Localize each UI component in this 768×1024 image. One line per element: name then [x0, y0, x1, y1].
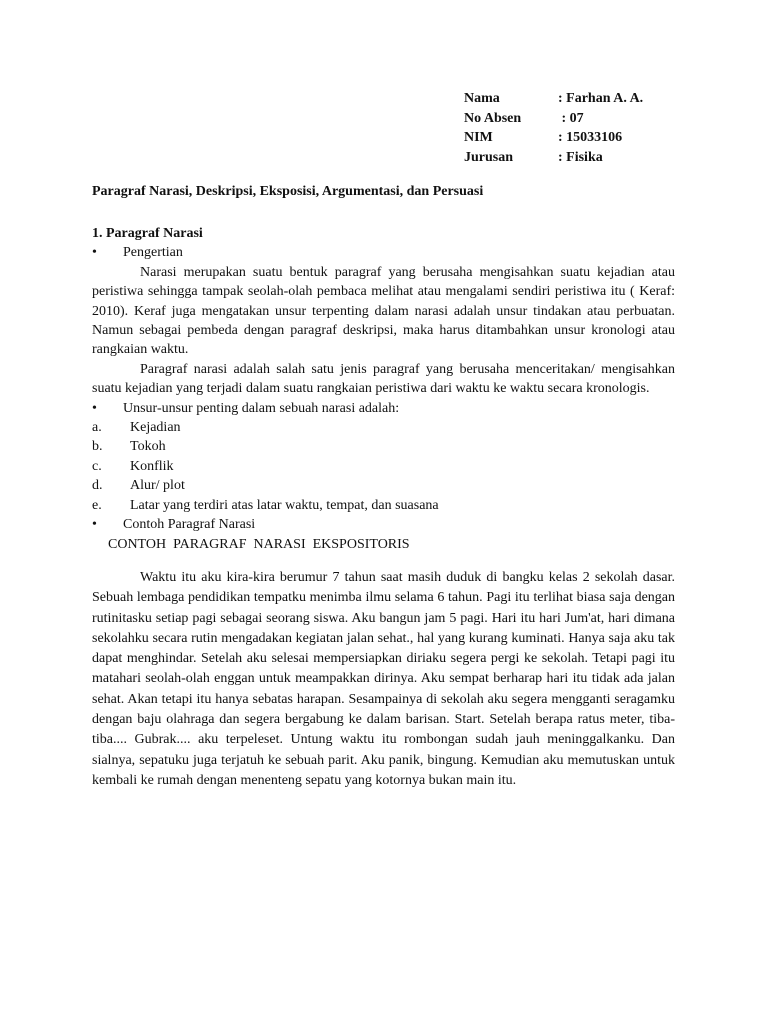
list-text: Kejadian: [130, 420, 181, 436]
bullet-contoh: • Contoh Paragraf Narasi: [92, 515, 675, 534]
info-value: : 07: [558, 110, 584, 126]
info-row-absen: [464, 109, 643, 129]
list-marker: a.: [92, 420, 102, 436]
list-item: [92, 457, 675, 476]
story-paragraph: Waktu itu aku kira-kira berumur 7 tahun saat masih duduk di bangku kelas 2 sekolah dasar. Sebuah lembaga pendidikan tempatku menimba ilmu selama 6 tahun. Pagi itu terlihat biasa saja dengan rutinitasku setiap pagi sebagai seorang siswa. Aku bangun jam 5 pagi. Hari itu hari Jum'at, hari dimana sekolahku secara rutin mengadakan kegiatan jalan sehat., hal yang kurang kuminati. Hanya saja aku tak dapat menghindar. Setelah aku selesai mempersiapkan diriaku segera pergi ke sekolah. Tetapi pagi itu matahari seolah-olah enggan untuk meampakkan dirinya. Aku sempat berharap hari itu tidak ada jalan sehat. Akan tetapi itu hanya sebatas harapan. Sesampainya di sekolah aku segera mengganti seragamku dengan baju olahraga dan segera bergabung ke dalam barisan. Start. Setelah berapa ratus meter, tiba-tiba.... Gubrak.... aku terpeleset. Untung waktu itu rombongan sudah jauh meninggalkanku. Dan sialnya, sepatuku juga terjatuh ke sebuah parit. Aku panik, bingung. Kemudian aku memutuskan untuk kembali ke rumah dengan menenteng sepatu yang kotornya bukan main itu.: [92, 569, 675, 788]
bullet-unsur: • Unsur-unsur penting dalam sebuah narasi adalah:: [92, 399, 675, 418]
info-value: : Farhan A. A.: [558, 91, 644, 106]
info-label: Jurusan: [464, 149, 514, 165]
info-row-nama: [464, 89, 643, 109]
info-label: NIM: [464, 130, 493, 145]
document-title: Paragraf Narasi, Deskripsi, Eksposisi, Argumentasi, dan Persuasi: [92, 184, 484, 199]
info-value: : 15033106: [558, 130, 623, 145]
document-body: [92, 224, 675, 791]
example-title: CONTOH PARAGRAF NARASI EKSPOSITORIS: [108, 536, 410, 552]
bullet-pengertian: • Pengertian: [92, 243, 675, 262]
list-marker: b.: [92, 439, 103, 455]
list-marker: e.: [92, 497, 102, 513]
list-text: Konflik: [130, 458, 174, 474]
list-text: Latar yang terdiri atas latar waktu, tempat, dan suasana: [130, 497, 439, 513]
list-marker: d.: [92, 478, 103, 494]
section-heading: 1. Paragraf Narasi: [92, 226, 203, 241]
paragraph-explanation: Paragraf narasi adalah salah satu jenis paragraf yang berusaha menceritakan/ mengisahkan suatu kejadian yang terjadi dalam suatu rangkaian peristiwa dari waktu ke waktu secara kronologis.: [92, 361, 675, 397]
paragraph-definition: Narasi merupakan suatu bentuk paragraf yang berusaha mengisahkan suatu kejadian atau peristiwa sehingga tampak seolah-olah pembaca melihat atau mengalami sendiri peristiwa itu ( Keraf: 2010). Keraf juga mengatakan unsur terpenting dalam narasi adalah unsur tindakan atau perbuatan. Namun sebagai pembeda dengan paragraf deskripsi, maka harus ditambahkan unsur kronologi atau rangkaian waktu.: [92, 264, 675, 358]
list-text: Alur/ plot: [130, 478, 185, 494]
list-item: [92, 418, 675, 437]
info-value: : Fisika: [558, 149, 603, 165]
info-row-jurusan: [464, 148, 643, 168]
list-marker: c.: [92, 458, 102, 474]
list-text: Tokoh: [130, 439, 166, 455]
info-row-nim: [464, 128, 643, 148]
info-label: Nama: [464, 91, 500, 106]
list-item: [92, 476, 675, 495]
student-info: [464, 89, 643, 167]
list-item: [92, 437, 675, 456]
list-item: [92, 496, 675, 515]
info-label: No Absen: [464, 110, 522, 126]
